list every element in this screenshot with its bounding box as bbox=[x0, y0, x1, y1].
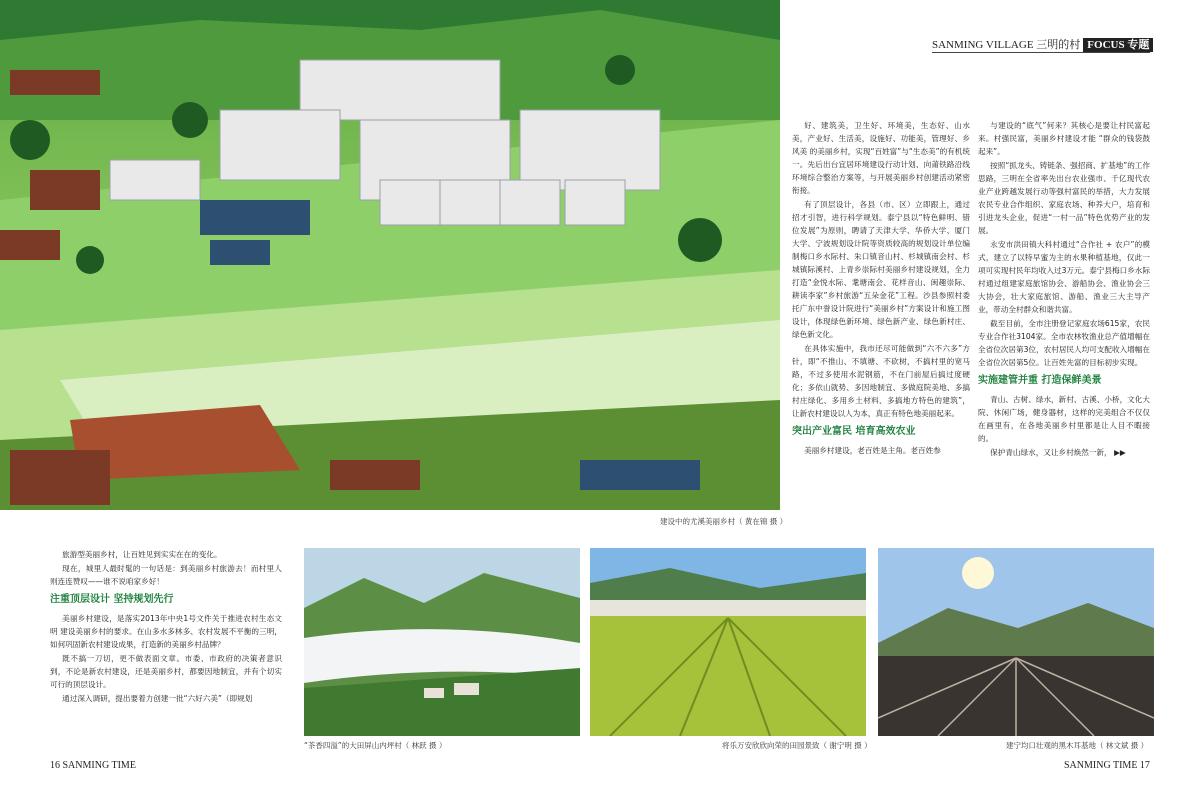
text-column-1 bbox=[792, 119, 970, 458]
page-folio-right: SANMING TIME 17 bbox=[1064, 760, 1150, 771]
hero-illustration bbox=[0, 0, 780, 510]
header-title: SANMING VILLAGE 三明的村 bbox=[932, 39, 1081, 51]
section-heading: 突出产业富民 培育高效农业 bbox=[792, 426, 916, 437]
paragraph: 有了顶层设计，各县（市、区）立即跟上，通过招才引智，进行科学规划。泰宁县以“特色鲜明、错位发展”为原则，聘请了天津大学、华侨大学、厦门大学、宁波规划设计院等资质较高的规划设计单位编制梅口乡水际村、朱口镇音山村、杉城镇南会村、杉城镇际溪村、上青乡崇际村美丽乡村建设规划，全力打造“金悦水际、耄塘南会、花样音山、闽趣崇际、耕读李家”乡村旅游“五朵金花”工程。沙县参照村委托广东中誉设计院进行“美丽乡村”方案设计和施工图设计，体现绿色新环境、绿色新产业、绿色新村庄、绿色新文化。 bbox=[792, 200, 970, 339]
paragraph: 好、建筑美，卫生好、环境美，生态好、山水美，产业好、生活美，设施好、功能美，管理好、乡风美 的美丽乡村，实现“百姓富”与“生态美”的有机统一。先后出台宜居环境建设行动计划、向莆铁路沿线环境综合整治方案等，与开展美丽乡村创建活动紧密衔接。 bbox=[792, 121, 970, 195]
page-folio-left: 16 SANMING TIME bbox=[50, 760, 136, 771]
paragraph: 现在，城里人最时髦的一句话是：到美丽乡村旅游去！而村里人则连连赞叹——谁不说咱家乡好！ bbox=[50, 564, 282, 586]
hero-caption: 建设中的尤溪美丽乡村（ 黄在锦 摄 ） bbox=[660, 517, 788, 526]
paragraph: 美丽乡村建设，老百姓是主角。老百姓参 bbox=[804, 446, 941, 455]
photo2-caption: 将乐万安欣欣向荣的田园景致（ 谢宁明 摄 ） bbox=[722, 741, 872, 750]
paragraph: 旅游型美丽乡村，让百姓见到实实在在的变化。 bbox=[62, 550, 222, 559]
hero-photo-village bbox=[0, 0, 780, 510]
photo3-caption: 建宁均口壮观的黑木耳基地（ 林文斌 摄 ） bbox=[1006, 741, 1149, 750]
paragraph: 永安市洪田镇大科村通过“合作社 + 农户”的模式，建立了以特早蜜为主的水果种植基地，仅此一项可实现村民年均收入过3万元。泰宁县梅口乡水际村通过组建家庭旅馆协会、游船协会、渔业协会三大协会，壮大家庭旅馆、游船、渔业三大主导产业，带动全村群众和谐共富。 bbox=[978, 240, 1150, 314]
paragraph: 美丽乡村建设，是落实2013年中央1号文件关于推进农村生态文明 建设美丽乡村的要求。在山多水多林多、农村发展不平衡的三明，如何巩固新农村建设成果，打造新的美丽乡村品牌？ bbox=[50, 614, 282, 649]
section-heading: 注重顶层设计 坚持规划先行 bbox=[50, 594, 174, 605]
paragraph: 既不搞一刀切，更不做表面文章。市委、市政府的决策者意识到，不论是新农村建设，还是美丽乡村，都要因地制宜，并有个切实可行的顶层设计。 bbox=[50, 654, 282, 689]
paragraph: 截至目前，全市注册登记家庭农场615家，农民专业合作社3104家。全市农林牧渔业总产值增幅在全省位次居第3位，农村居民人均可支配收入增幅在全省位次居第5位。让百姓先富的目标初步实现。 bbox=[978, 319, 1150, 367]
section-badge: FOCUS 专题 bbox=[1083, 38, 1153, 52]
photo1-caption: “茶香四溢”的大田屏山内坪村（ 林跃 摄 ） bbox=[304, 741, 447, 750]
photo-farmland bbox=[590, 548, 866, 736]
running-header bbox=[932, 36, 1153, 52]
paragraph: 在具体实施中，我市还尽可能做到“六不六多”方针，即“不推山、不填塘、不砍树，不搞村里的宽马路，不过多使用水泥钢筋，不在门前屋后搞过度硬化；多依山就势、多因地制宜、多做庭院美地、多搞村庄绿化、多用乡土材料、多搞地方特色的建筑”，让新农村建设以人为本，真正有特色地美丽起来。 bbox=[792, 344, 970, 418]
photo-fungus-base bbox=[878, 548, 1154, 736]
section-heading: 实施建管并重 打造保鲜美景 bbox=[978, 375, 1102, 386]
header-rule bbox=[932, 52, 1150, 53]
photo-tea-mountain bbox=[304, 548, 580, 736]
paragraph: 按照“抓龙头、铸链条、强招商、扩基地”的工作思路，三明在全省率先出台农业强市、千亿现代农业产业跨越发展行动等强村富民的举措，大力发展农民专业合作组织、家庭农场、种养大户，培育和引进龙头企业，促进“一村一品”特色优势产业的发展。 bbox=[978, 161, 1150, 235]
text-column-3 bbox=[50, 548, 282, 706]
paragraph: 与建设的“底气”何来？其核心是要让村民富起来。村强民富，美丽乡村建设才能 “群众的钱袋鼓起来”。 bbox=[978, 121, 1150, 156]
paragraph: 通过深入调研，提出要着力创建一批“六好六美”（即规划 bbox=[62, 694, 253, 703]
paragraph: 青山、古树、绿水，新村、古溪、小桥，文化大院、休闲广场，健身器材，这样的完美组合不仅仅在画里有，在各地美丽乡村里都是让人目不暇接的。 bbox=[978, 395, 1150, 443]
paragraph: 保护青山绿水，又让乡村焕然一新， ▶▶ bbox=[990, 448, 1126, 457]
text-column-2 bbox=[978, 119, 1150, 460]
